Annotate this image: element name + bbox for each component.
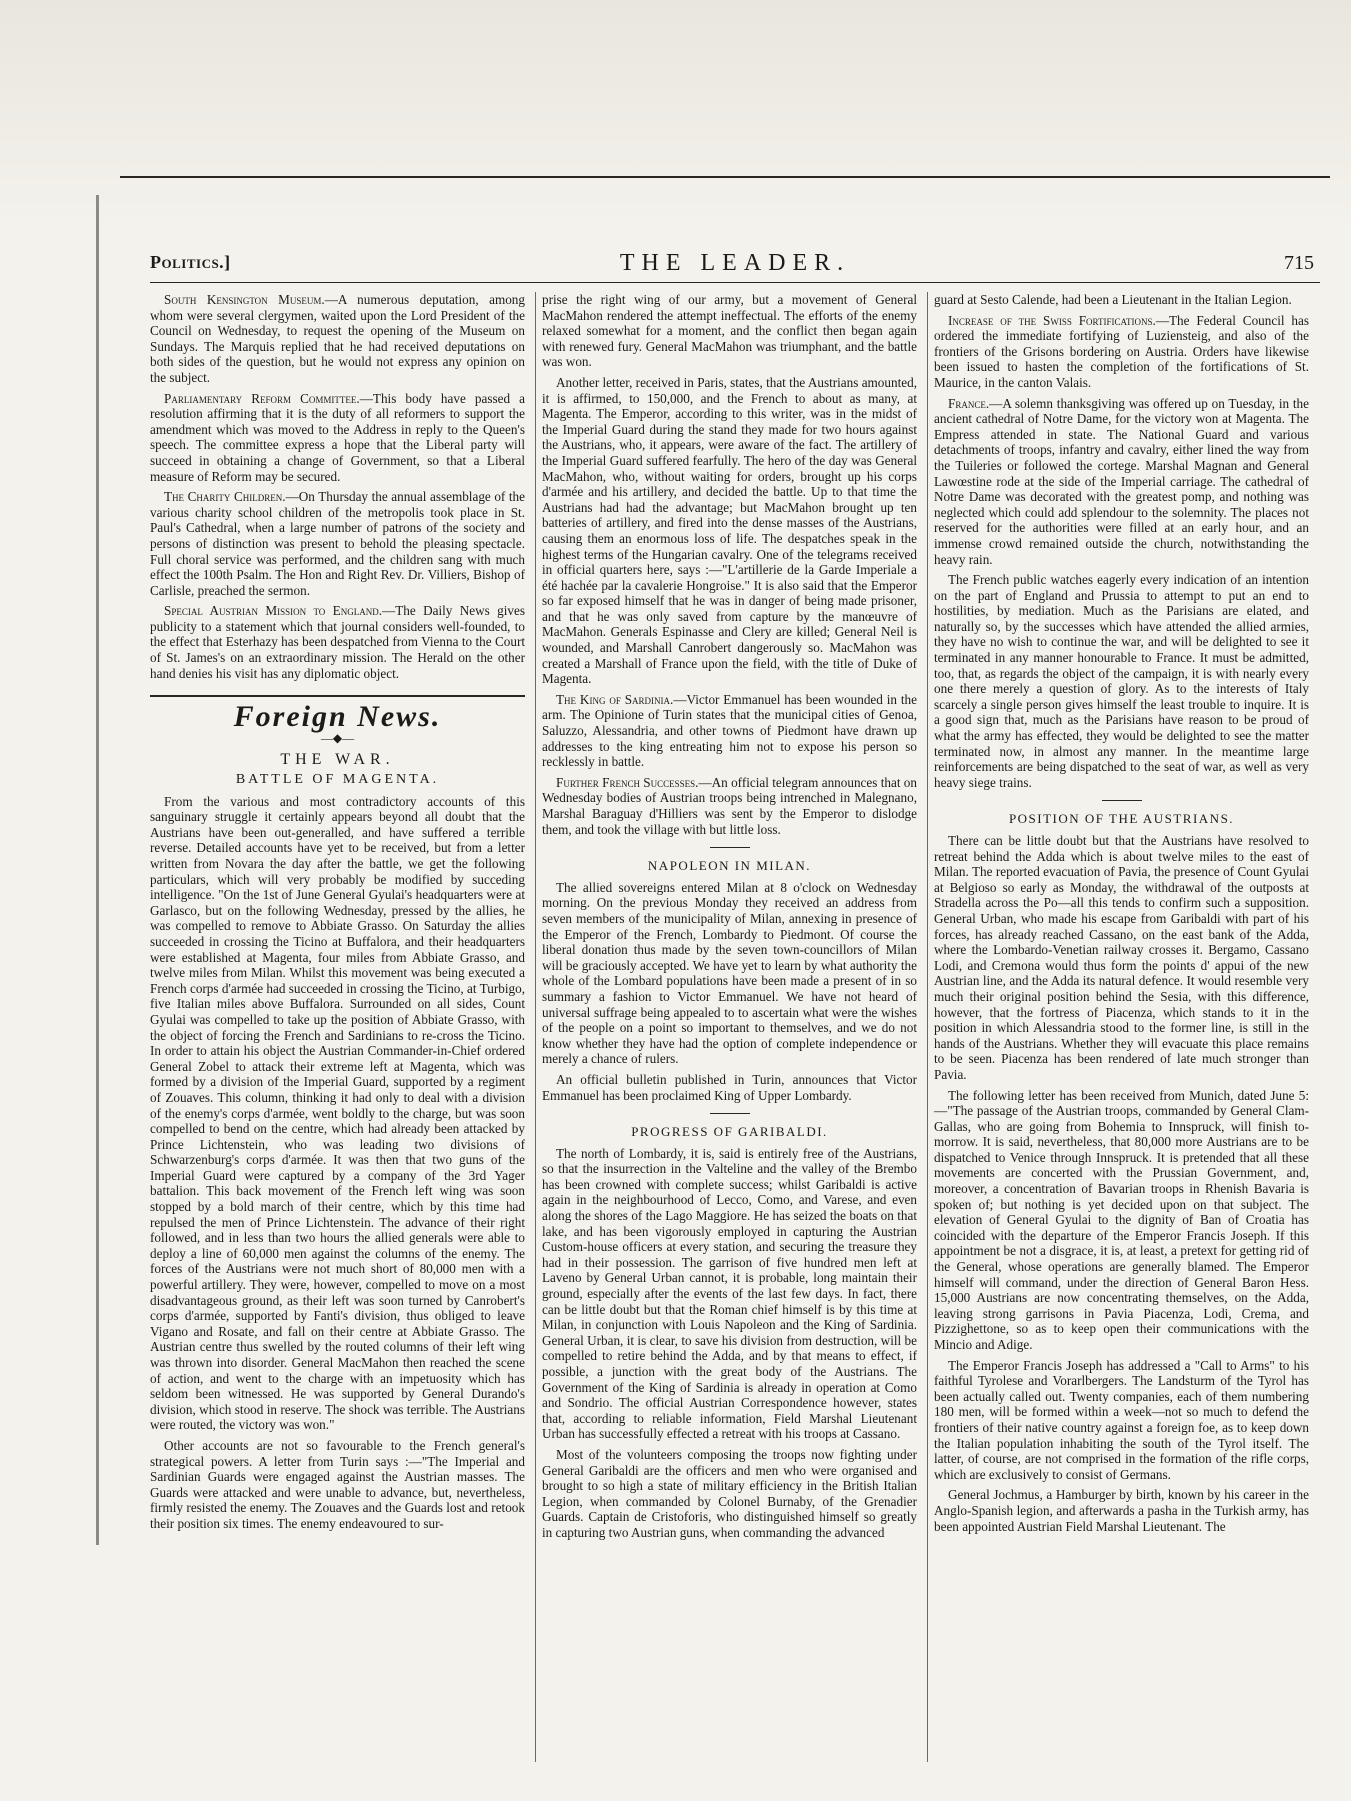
article-paragraph: Other accounts are not so favourable to the French general's strategical powers. A letter from Turin says :—"The Imperial and Sardinian Guards were engaged against the Austrian masses. The Guards were attacked and were unable to advance, but, nevertheless, firmly resisted the enemy. The Zouaves and the Guards lost and retook their position six times. The enemy endeavoured to sur-	[150, 1437, 525, 1531]
divider	[710, 1113, 750, 1114]
article-paragraph: General Jochmus, a Hamburger by birth, known by his career in the Anglo-Spanish legion, and afterwards a pasha in the Turkish army, has been appointed Austrian Field Marshal Lieutenant. The	[934, 1487, 1309, 1534]
column-rule	[927, 292, 928, 1762]
article-paragraph: Another letter, received in Paris, states, that the Austrians amounted, it is affirmed, to 150,000, and the French to about as many, at Magenta. The Emperor, according to this writer, was in the midst of the Imperial Guard during the stand they made for two hours against the Austrians, who, it appears, were aware of the fact. The artillery of the Imperial Guard suffered fearfully. The hero of the day was General MacMahon, who, without waiting for orders, brought up his corps d'armée and his artillery, and decided the battle. Up to that time the Austrians had had the advantage; but MacMahon brought up ten batteries of artillery, and fired into the dense masses of the Austrians, causing them an enormous loss of life. The despatches speak in the highest terms of the Hungarian cavalry. One of the telegrams received in official quarters here, says :—"L'artillerie de la Garde Imperiale a été hachée par la cavalerie Hongroise." It is also said that the Emperor so far exposed himself that he was in danger of being made prisoner, and that he was only saved from capture by the manœuvre of MacMahon. Generals Espinasse and Clery are killed; General Neil is wounded, and Marshall Canrobert dangerously so. MacMahon was created a Marshall of France upon the field, with the title of Duke of Magenta.	[542, 374, 917, 687]
article-paragraph: The following letter has been received from Munich, dated June 5:—"The passage of the Austrian troops, commanded by General Clam-Gallas, who are going from Bohemia to Innspruck, will finish to-morrow. It is said, nevertheless, that 80,000 more Austrians are to be dispatched to Venice through Innspruck. It is pretended that all these movements are concerted with the Prussian Government, and, moreover, a concentration of Bavarian troops in Rhenish Bavaria is spoken of; but nothing is yet decided upon on that subject. The elevation of General Gyulai to the dignity of Ban of Croatia has coincided with the departure of the Emperor Francis Joseph. If this appointment be not a disgrace, it is, at least, a pretext for getting rid of the General, whose operations are generally blamed. The Emperor himself will command, under the direction of General Baron Hess. 15,000 Austrians are now concentrating themselves, on the Adda, leaving strong garrisons in Pavia Piacenza, Lodi, Crema, and Pizzighettone, so as to keep open their communications with the Mincio and Adige.	[934, 1087, 1309, 1352]
column-3	[934, 292, 1309, 1762]
article-columns	[150, 292, 1320, 1762]
article-paragraph: The French public watches eagerly every indication of an intention on the part of England and Prussia to attempt to put an end to hostilities, by mediation. Much as the Parisians are elated, and naturally so, by the successes which have attended the allied armies, they have no wish to continue the war, and will be delighted to see it terminated in any manner honourable to France. It must be admitted, too, that, as regards the object of the campaign, it is with nearly every one there merely a question of glory. As to the interests of Italy scarcely a single person gives himself the least trouble to inquire. It is a good sign that, much as the Parisians have reason to be proud of what the army has effected, they would be delighted to see the matter terminated now, in almost any manner. In the meantime large reinforcements are being dispatched to the seat of war, as well as very heavy siege trains.	[934, 572, 1309, 790]
article-paragraph: Most of the volunteers composing the troops now fighting under General Garibaldi are the officers and men who were organised and brought to so high a state of military efficiency in the British Italian Legion, when commanded by Colonel Burnaby, of the Grenadier Guards. Captain de Cristoforis, who distinguished himself so greatly in capturing two Austrian guns, when commanding the advanced	[542, 1446, 917, 1540]
position-of-austrians-heading: POSITION OF THE AUSTRIANS.	[1008, 811, 1235, 827]
divider	[710, 847, 750, 848]
ornament-divider: —◆—	[320, 730, 355, 745]
article-paragraph: The Charity Children.—On Thursday the annual assemblage of the various charity school children of the metropolis took place in St. Paul's Cathedral, when a large number of patrons of the society and persons of distinction was present to behold the pleasing spectacle. Full choral service was performed, and the children sang with much effect the 100th Psalm. The Hon and Right Rev. Dr. Villiers, Bishop of Carlisle, preached the sermon.	[150, 489, 525, 598]
newspaper-page	[150, 250, 1320, 1770]
page-number: 715	[1284, 252, 1314, 274]
article-paragraph: prise the right wing of our army, but a movement of General MacMahon rendered the attempt ineffectual. The efforts of the enemy relaxed somewhat for a moment, and the conflict then began again with renewed fury. General MacMahon was triumphant, and the battle was won.	[542, 292, 917, 370]
article-paragraph: guard at Sesto Calende, had been a Lieutenant in the Italian Legion.	[934, 292, 1292, 307]
article-paragraph: Increase of the Swiss Fortifications.—The Federal Council has ordered the immediate fortifying of Luziensteig, and also of the frontiers of the Grisons bordering on Austria. Orders have likewise been issued to hasten the completion of the fortifications of St. Maurice, in the canton Valais.	[934, 312, 1309, 390]
article-paragraph: France.—A solemn thanksgiving was offered up on Tuesday, in the ancient cathedral of Notre Dame, for the victory won at Magenta. The Empress attended in state. The National Guard and various detachments of troops, infantry and cavalry, either lined the way from the Tuileries or followed the cortege. Marshal Magnan and General Lawœstine rode at the side of the Imperial carriage. The cathedral of Notre Dame was decorated with the greatest pomp, and nothing was neglected which could add splendour to the solemnity. The places not reserved for the authorities were filled at an early hour, and an immense crowd remained outside the church, notwithstanding the heavy rain.	[934, 395, 1309, 567]
article-paragraph: The Emperor Francis Joseph has addressed a "Call to Arms" to his faithful Tyrolese and Vorarlbergers. The Landsturm of the Tyrol has been actually called out. Twenty companies, each of them numbering 180 men, will be formed within a week—not so much to defend the frontiers of their native country against a foreign foe, as to keep down the Italian population inhabiting the south of the Tyrol itself. The latter, of course, are not comprised in the formation of the rifle corps, which are exclusively to consist of Germans.	[934, 1357, 1309, 1482]
scan-margin	[0, 0, 1351, 230]
article-paragraph: The allied sovereigns entered Milan at 8 o'clock on Wednesday morning. On the previous Monday they received an address from seven members of the municipality of Milan, annexing in presence of the Emperor of the French, Lombardy to Piedmont. Of course the liberal donation thus made by the seven town-councillors of Milan will be graciously accepted. We have yet to learn by what authority the whole of the Lombard populations have been made a present of in so summary a fashion to Victor Emmanuel. We have not heard of universal suffrage being appealed to to ascertain what were the wishes of the people on a point so important to themselves, and we do not know whether they have had the option of complete independence or merely a chance of rulers.	[542, 879, 917, 1067]
newspaper-title: THE LEADER.	[619, 250, 851, 276]
foreign-news-heading: Foreign News.	[150, 695, 525, 725]
article-paragraph: Further French Successes.—An official telegram announces that on Wednesday bodies of Austrian troops being intrenched in Malegnano, Marshal Baraguay d'Hilliers was sent by the Emperor to dislodge them, and took the village with but little loss.	[542, 774, 917, 837]
column-rule	[535, 292, 536, 1762]
column-2	[542, 292, 917, 1762]
article-paragraph: An official bulletin published in Turin, announces that Victor Emmanuel has been proclaimed King of Upper Lombardy.	[542, 1071, 917, 1103]
napoleon-in-milan-heading: NAPOLEON IN MILAN.	[647, 858, 812, 874]
article-paragraph: The King of Sardinia.—Victor Emmanuel has been wounded in the arm. The Opinione of Turin states that the municipal cities of Genoa, Saluzzo, Alessandria, and other towns of Piedmont have drawn up addresses to the king entreating him not to expose his person so recklessly in battle.	[542, 691, 917, 770]
column-1	[150, 292, 525, 1762]
the-war-heading: THE WAR.	[280, 751, 395, 769]
divider	[1102, 800, 1142, 801]
binding-shadow	[96, 195, 99, 1545]
section-label: Politics.]	[150, 252, 231, 272]
article-paragraph: Special Austrian Mission to England.—The Daily News gives publicity to a statement which that journal considers well-founded, to the effect that Esterhazy has been despatched from Vienna to the Court of St. James's on an extraordinary mission. The Herald on the other hand denies his visit has any diplomatic object.	[150, 603, 525, 681]
article-paragraph: South Kensington Museum.—A numerous deputation, among whom were several clergymen, waited upon the Lord President of the Council on Wednesday, to request the opening of the Museum on Sundays. The Marquis replied that he had received deputations on both sides of the question, but he would not express any opinion on the subject.	[150, 292, 525, 385]
article-paragraph: Parliamentary Reform Committee.—This body have passed a resolution affirming that it is the duty of all reformers to support the amendment which was moved to the Address in reply to the Queen's speech. The committee express a hope that the Liberal party will succeed in obtaining a change of Government, so that a Liberal measure of Reform may be secured.	[150, 390, 525, 484]
progress-of-garibaldi-heading: PROGRESS OF GARIBALDI.	[631, 1124, 828, 1140]
scan-top-rule	[120, 176, 1330, 178]
battle-of-magenta-heading: BATTLE OF MAGENTA.	[235, 772, 440, 788]
article-paragraph: From the various and most contradictory accounts of this sanguinary struggle it certainly appears beyond all doubt that the Austrians have been out-generalled, and have suffered a terrible reverse. Detailed accounts have yet to be received, but from a letter written from Novara the day after the battle, we get the following particulars, which will very probably be modified by succeding intelligence. "On the 1st of June General Gyulai's headquarters were at Garlasco, but on the following Wednesday, pressed by the allies, he was compelled to remove to Abbiate Grasso. On Saturday the allies succeeded in crossing the Ticino at Buffalora, and their headquarters were established at Magenta, four miles from Abbiate Grasso, and twelve miles from Milan. Whilst this movement was being executed a French corps d'armée had succeeded in crossing the Ticino, at Turbigo, five Italian miles above Buffalora. Surrounded on all sides, Count Gyulai was compelled to take up the position of Abbiate Grasso, with the object of forcing the French and Sardinians to re-cross the Ticino. In order to attain his object the Austrian Commander-in-Chief ordered General Zobel to attack their extreme left at Magenta, which was formed by a division of the Imperial Guard, supported by a regiment of Zouaves. This column, thinking it had only to deal with a division of the enemy's corps d'armée, went boldly to the charge, but was soon compelled to bend on the centre, which had already been attacked by Prince Lichtenstein, who was leading two divisions of Schwarzenburg's corps d'armée. It was then that two guns of the Imperial Guard were captured by a company of the 3rd Yager battalion. This back movement of the French left wing was soon stopped by a bold march of their centre, which by this time had repulsed the men of Prince Lichtenstein. The advance of their right followed, and in less than two hours the allied generals were able to deploy a line of 60,000 men against the columns of the enemy. The forces of the Austrians were not much short of 80,000 men with a powerful artillery. They were, however, compelled to move on a most disadvantageous ground, as their left was soon turned by Canrobert's corps d'armée, supported by Fanti's division, thus obliged to leave Vigano and Rosate, and fall on their centre at Abbiate Grasso. The Austrian centre thus swelled by the routed columns of their left wing was thrown into disorder. General MacMahon then reached the scene of action, and went to the charge with an impetuosity which has seldom been witnessed. He was supported by General Durando's division, which stood in reserve. The shock was terrible. The Austrians were routed, the victory was won."	[150, 793, 525, 1433]
masthead	[150, 250, 1320, 283]
article-paragraph: The north of Lombardy, it is, said is entirely free of the Austrians, so that the insurrection in the Valteline and the valley of the Brembo has been crowned with complete success; whilst Garibaldi is active again in the neighbourhood of Lecco, Como, and Varese, and even along the shores of the Lago Maggiore. He has seized the boats on that lake, and has been vigorously employed in capturing the Austrian Custom-house officers at every station, and securing the treasure they had in their possession. The garrison of five hundred men left at Laveno by General Urban cannot, it is probable, long maintain their ground, especially after the events of the last few days. In fact, there can be little doubt but that the Roman chief himself is by this time at Milan, in conjunction with Louis Napoleon and the King of Sardinia. General Urban, it is clear, to save his division from destruction, will be compelled to retire behind the Adda, and by that means to effect, if possible, a junction with the great body of the Austrians. The Government of the King of Sardinia is already in operation at Como and Sondrio. The official Austrian Correspondence however, states that, according to reliable information, Field Marshal Lieutenant Urban has successfully effected a retreat with his troops at Cassano.	[542, 1145, 917, 1442]
article-paragraph: There can be little doubt but that the Austrians have resolved to retreat behind the Adda which is about twelve miles to the east of Milan. The reported evacuation of Pavia, the presence of Count Gyulai at Belgioso so early as Monday, the withdrawal of the outposts at Stradella across the Po—all this tends to confirm such a supposition. General Urban, who made his escape from Garibaldi with part of his forces, has already reached Cassano, on the east bank of the Adda, where the Lombardo-Venetian railway crosses it. Bergamo, Cassano Lodi, and Cremona would thus form the points d' appui of the new Austrian line, and the Adda its natural defence. It would resemble very much their original position behind the Sesia, with this difference, however, that the fortress of Piacenza, which stands to it in the position in which Alessandria stood to the former line, is still in the hands of the Austrians. Whether they will evacuate this place remains to be seen. Piacenza has been rendered of late much stronger than Pavia.	[934, 833, 1309, 1082]
